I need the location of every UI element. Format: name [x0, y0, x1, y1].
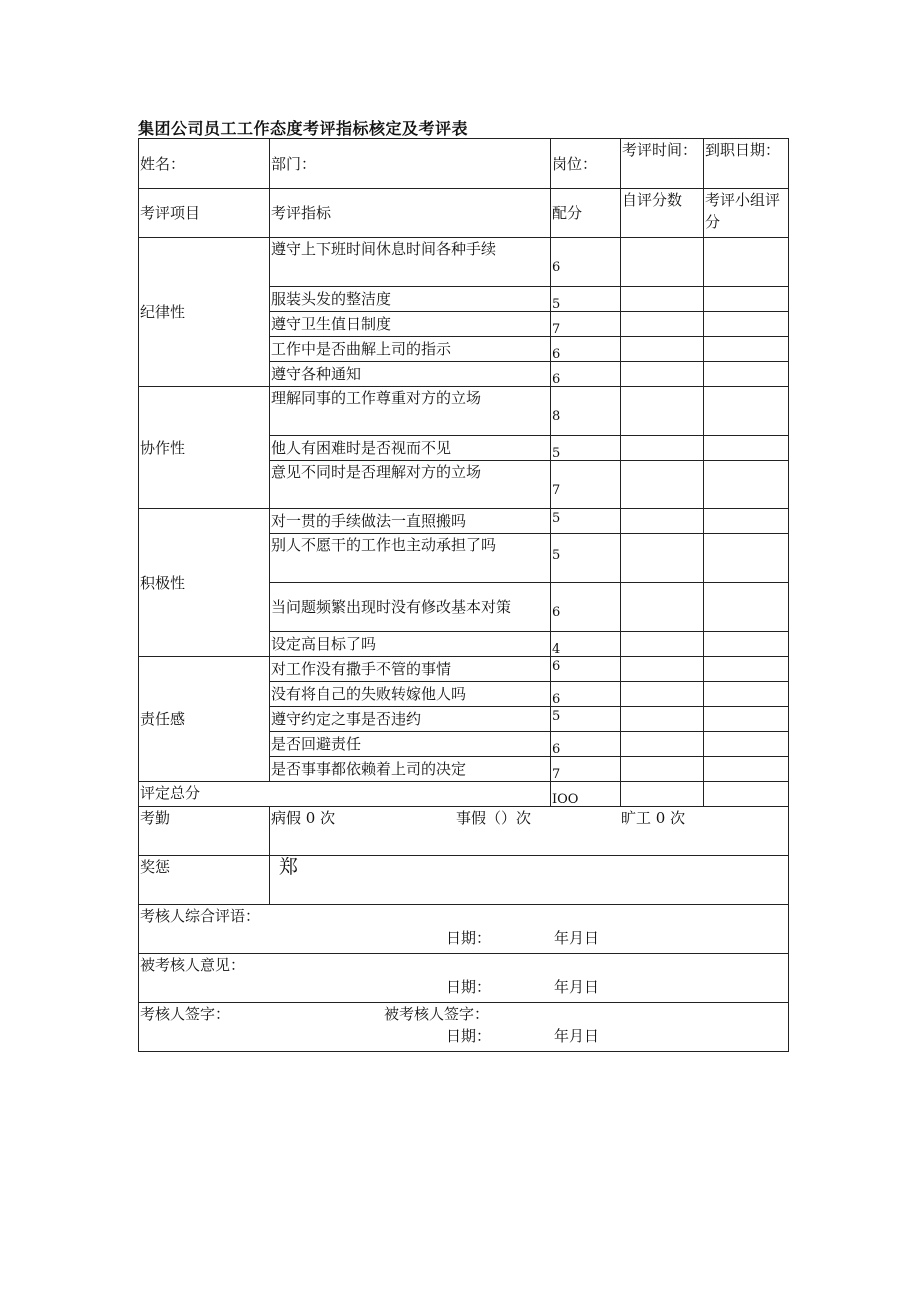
points-cell: 5 [551, 534, 621, 583]
group-score-cell[interactable] [704, 387, 789, 436]
signature-labels [140, 1003, 787, 1025]
reward-cell[interactable] [270, 856, 789, 905]
self-score-cell[interactable] [621, 657, 704, 682]
total-label: 评定总分 [139, 782, 551, 807]
table-row [139, 387, 789, 436]
assessor-signature-label: 考核人签字： [140, 1005, 231, 1023]
attendance-row [139, 807, 789, 856]
assessor-comment-date [140, 927, 787, 949]
name-label[interactable]: 姓名： [139, 139, 270, 189]
header-row [139, 139, 789, 189]
group-score-cell[interactable] [704, 461, 789, 509]
self-score-cell[interactable] [621, 707, 704, 732]
personal-leave: 事假（）次 [456, 809, 532, 827]
indicator-cell: 是否回避责任 [270, 732, 551, 757]
col-points: 配分 [551, 189, 621, 238]
group-score-cell[interactable] [704, 509, 789, 534]
signature-date [140, 1025, 787, 1047]
col-group-score: 考评小组评分 [704, 189, 789, 238]
attendance-cell[interactable] [270, 807, 789, 856]
group-score-cell[interactable] [704, 732, 789, 757]
table-row [139, 657, 789, 682]
group-score-cell[interactable] [704, 362, 789, 387]
indicator-cell: 意见不同时是否理解对方的立场 [270, 461, 551, 509]
indicator-cell: 遵守约定之事是否违约 [270, 707, 551, 732]
assessee-signature-label: 被考核人签字： [384, 1005, 490, 1023]
group-score-cell[interactable] [704, 583, 789, 632]
points-cell: 8 [551, 387, 621, 436]
col-item: 考评项目 [139, 189, 270, 238]
points-cell: 6 [551, 657, 621, 682]
self-score-cell[interactable] [621, 509, 704, 534]
self-score-cell[interactable] [621, 387, 704, 436]
points-cell: 7 [551, 312, 621, 337]
group-score-cell[interactable] [704, 707, 789, 732]
indicator-cell: 他人有困难时是否视而不见 [270, 436, 551, 461]
assessee-opinion-cell[interactable] [139, 954, 789, 1003]
total-group-score-cell[interactable] [704, 782, 789, 807]
indicator-cell: 服装头发的整洁度 [270, 287, 551, 312]
self-score-cell[interactable] [621, 757, 704, 782]
group-score-cell[interactable] [704, 534, 789, 583]
indicator-cell: 工作中是否曲解上司的指示 [270, 337, 551, 362]
group-discipline: 纪律性 [139, 238, 270, 387]
reward-label: 奖惩 [139, 856, 270, 905]
col-indicator: 考评指标 [270, 189, 551, 238]
total-self-score-cell[interactable] [621, 782, 704, 807]
points-cell: 6 [551, 732, 621, 757]
self-score-cell[interactable] [621, 337, 704, 362]
group-score-cell[interactable] [704, 337, 789, 362]
points-cell: 5 [551, 707, 621, 732]
table-row [139, 238, 789, 287]
column-header-row [139, 189, 789, 238]
total-points: IOO [551, 782, 621, 807]
department-label[interactable]: 部门： [270, 139, 551, 189]
self-score-cell[interactable] [621, 583, 704, 632]
points-cell: 6 [551, 238, 621, 287]
self-score-cell[interactable] [621, 436, 704, 461]
indicator-cell: 遵守各种通知 [270, 362, 551, 387]
appraisal-table [138, 138, 789, 1052]
group-score-cell[interactable] [704, 657, 789, 682]
points-cell: 4 [551, 632, 621, 657]
indicator-cell: 理解同事的工作尊重对方的立场 [270, 387, 551, 436]
hire-date-label[interactable]: 到职日期： [704, 139, 789, 189]
assessor-comment-cell[interactable] [139, 905, 789, 954]
points-cell: 5 [551, 436, 621, 461]
indicator-cell: 是否事事都依赖着上司的决定 [270, 757, 551, 782]
points-cell: 5 [551, 509, 621, 534]
sick-leave: 病假 0 次 [271, 809, 336, 827]
assessee-opinion-label: 被考核人意见： [140, 956, 246, 974]
total-row [139, 782, 789, 807]
date-value: 年月日 [554, 1027, 600, 1045]
group-score-cell[interactable] [704, 238, 789, 287]
group-score-cell[interactable] [704, 436, 789, 461]
date-label: 日期： [446, 929, 492, 947]
signature-cell[interactable] [139, 1003, 789, 1052]
group-cooperation: 协作性 [139, 387, 270, 509]
points-cell: 7 [551, 757, 621, 782]
self-score-cell[interactable] [621, 732, 704, 757]
group-score-cell[interactable] [704, 682, 789, 707]
self-score-cell[interactable] [621, 312, 704, 337]
self-score-cell[interactable] [621, 632, 704, 657]
absenteeism: 旷工 0 次 [621, 809, 686, 827]
group-score-cell[interactable] [704, 632, 789, 657]
table-row [139, 509, 789, 534]
attendance-label: 考勤 [139, 807, 270, 856]
points-cell: 6 [551, 337, 621, 362]
indicator-cell: 设定高目标了吗 [270, 632, 551, 657]
indicator-cell: 对工作没有撒手不管的事情 [270, 657, 551, 682]
self-score-cell[interactable] [621, 287, 704, 312]
points-cell: 7 [551, 461, 621, 509]
group-responsibility: 责任感 [139, 657, 270, 782]
date-label: 日期： [446, 1027, 492, 1045]
assessee-opinion-row [139, 954, 789, 1003]
indicator-cell: 没有将自己的失败转嫁他人吗 [270, 682, 551, 707]
indicator-cell: 遵守上下班时间休息时间各种手续 [270, 238, 551, 287]
self-score-cell[interactable] [621, 682, 704, 707]
reward-row [139, 856, 789, 905]
self-score-cell[interactable] [621, 534, 704, 583]
signature-row [139, 1003, 789, 1052]
self-score-cell[interactable] [621, 362, 704, 387]
points-cell: 5 [551, 287, 621, 312]
reward-value: 郑 [279, 856, 299, 878]
indicator-cell: 对一贯的手续做法一直照搬吗 [270, 509, 551, 534]
group-score-cell[interactable] [704, 312, 789, 337]
indicator-cell: 别人不愿干的工作也主动承担了吗 [270, 534, 551, 583]
assessee-opinion-date [140, 976, 787, 998]
group-score-cell[interactable] [704, 287, 789, 312]
post-label[interactable]: 岗位： [551, 139, 621, 189]
date-value: 年月日 [554, 978, 600, 996]
date-value: 年月日 [554, 929, 600, 947]
points-cell: 6 [551, 583, 621, 632]
date-label: 日期： [446, 978, 492, 996]
indicator-cell: 遵守卫生值日制度 [270, 312, 551, 337]
points-cell: 6 [551, 362, 621, 387]
assessor-comment-row [139, 905, 789, 954]
assessor-comment-label: 考核人综合评语： [140, 907, 261, 925]
eval-time-label[interactable]: 考评时间： [621, 139, 704, 189]
group-score-cell[interactable] [704, 757, 789, 782]
self-score-cell[interactable] [621, 461, 704, 509]
indicator-cell: 当问题频繁出现时没有修改基本对策 [270, 583, 551, 632]
col-self-score: 自评分数 [621, 189, 704, 238]
group-initiative: 积极性 [139, 509, 270, 657]
self-score-cell[interactable] [621, 238, 704, 287]
points-cell: 6 [551, 682, 621, 707]
form-title: 集团公司员工工作态度考评指标核定及考评表 [138, 119, 469, 138]
